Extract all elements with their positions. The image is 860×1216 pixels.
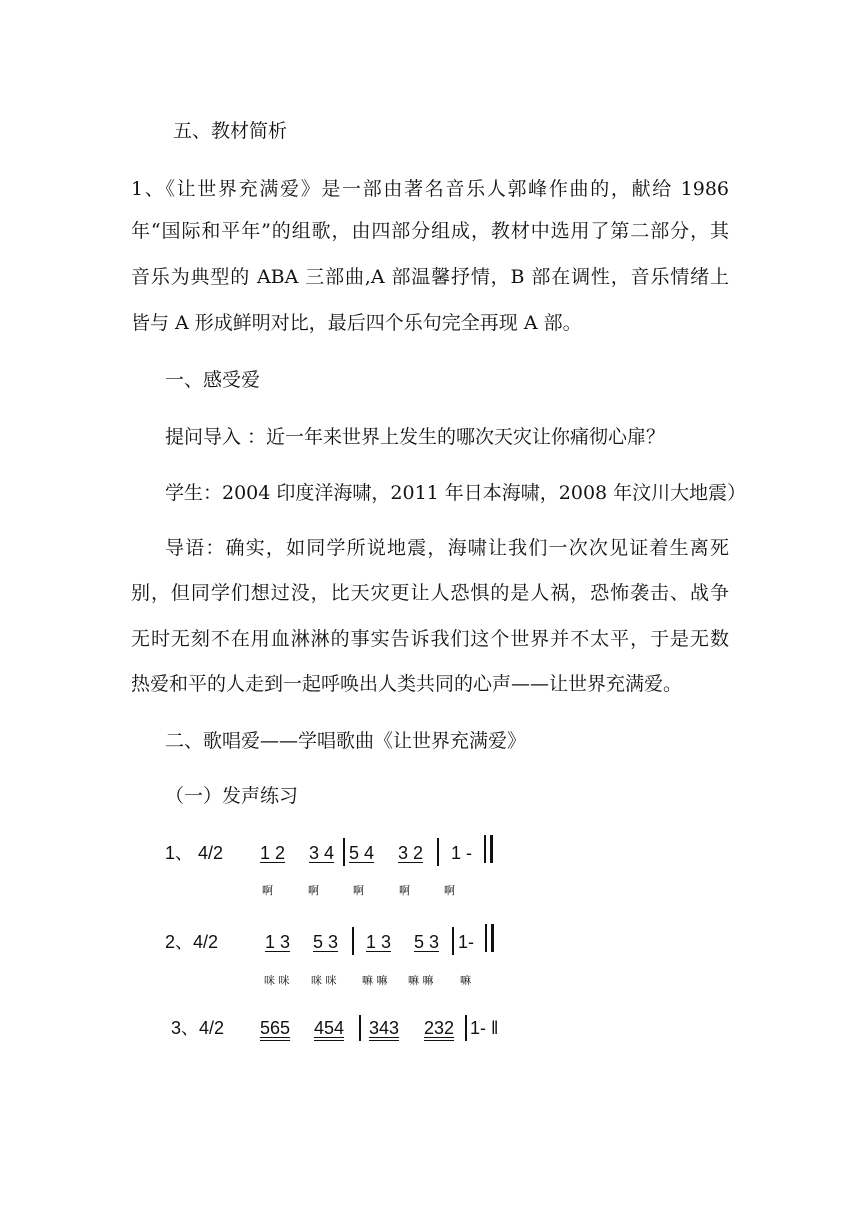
- note-group: 1 -: [451, 843, 473, 863]
- intro-line-2: 年“国际和平年”的组歌，由四部分组成，教材中选用了第二部分，其: [131, 220, 729, 242]
- barline: [437, 838, 439, 866]
- barline: [452, 927, 454, 955]
- barline: [343, 838, 345, 866]
- note-group: 5 3: [313, 932, 339, 952]
- section-heading: 五、教材简析: [173, 120, 288, 142]
- final-barline-thin: [484, 835, 486, 863]
- note-group: 3 4: [309, 843, 335, 863]
- part1-heading: 一、感受爱: [165, 369, 261, 391]
- note-group: 1 3: [366, 932, 392, 952]
- guide-line-3: 无时无刻不在用血淋淋的事实告诉我们这个世界并不太平，于是无数: [131, 628, 729, 650]
- exercise-label: 1、 4/2: [165, 843, 224, 863]
- part2-subheading: （一）发声练习: [165, 785, 299, 807]
- question-text: 提问导入 ：近一年来世界上发生的哪次天灾让你痛彻心扉？: [165, 426, 666, 448]
- note-group: 232: [424, 1018, 455, 1038]
- note-group: 1 3: [265, 932, 291, 952]
- note-group: 3 2: [398, 843, 424, 863]
- barline: [352, 927, 354, 955]
- barline: [359, 1015, 361, 1041]
- lyric-syllable: 嘛 嘛: [408, 974, 434, 987]
- final-barline-thick: [491, 924, 494, 952]
- final-barline-thin: [485, 924, 487, 952]
- intro-line-1: 1、《让世界充满爱》是一部由著名音乐人郭峰作曲的，献给 1986: [131, 178, 729, 200]
- lyric-syllable: 嘛 嘛: [362, 974, 388, 987]
- lyric-syllable: 啊: [444, 884, 455, 897]
- guide-line-4: 热爱和平的人走到一起呼唤出人类共同的心声——让世界充满爱。: [131, 673, 683, 695]
- guide-line-2: 别，但同学们想过没，比天灾更让人恐惧的是人祸，恐怖袭击、战争: [131, 582, 729, 604]
- exercise-label: 3、4/2: [171, 1018, 225, 1038]
- guide-line-1: 导语：确实，如同学所说地震，海啸让我们一次次见证着生离死: [165, 537, 729, 559]
- lyric-syllable: 啊: [399, 884, 410, 897]
- note-group: 1-: [458, 932, 475, 952]
- lyric-syllable: 啊: [353, 884, 364, 897]
- exercise-label: 2、4/2: [165, 932, 219, 952]
- note-group: 565: [260, 1018, 291, 1038]
- intro-line-4: 皆与 A 形成鲜明对比，最后四个乐句完全再现 A 部。: [131, 312, 582, 334]
- note-group: 1 2: [260, 843, 286, 863]
- answer-text: 学生：2004 印度洋海啸，2011 年日本海啸，2008 年汶川大地震）: [165, 482, 747, 504]
- part2-heading: 二、歌唱爱——学唱歌曲《让世界充满爱》: [165, 730, 527, 752]
- lyric-syllable: 啊: [262, 884, 273, 897]
- note-group: 454: [314, 1018, 345, 1038]
- note-group: 343: [369, 1018, 400, 1038]
- intro-line-3: 音乐为典型的 ABA 三部曲,A 部温馨抒情，B 部在调性，音乐情绪上: [131, 266, 729, 288]
- lyric-syllable: 咪 咪: [311, 974, 337, 987]
- final-barline-thick: [490, 835, 493, 863]
- barline: [465, 1015, 467, 1041]
- lyric-syllable: 咪 咪: [264, 974, 290, 987]
- lyric-syllable: 嘛: [460, 974, 471, 987]
- lyric-syllable: 啊: [308, 884, 319, 897]
- note-group: 1- ‖: [470, 1018, 499, 1038]
- note-group: 5 3: [414, 932, 440, 952]
- note-group: 5 4: [349, 843, 375, 863]
